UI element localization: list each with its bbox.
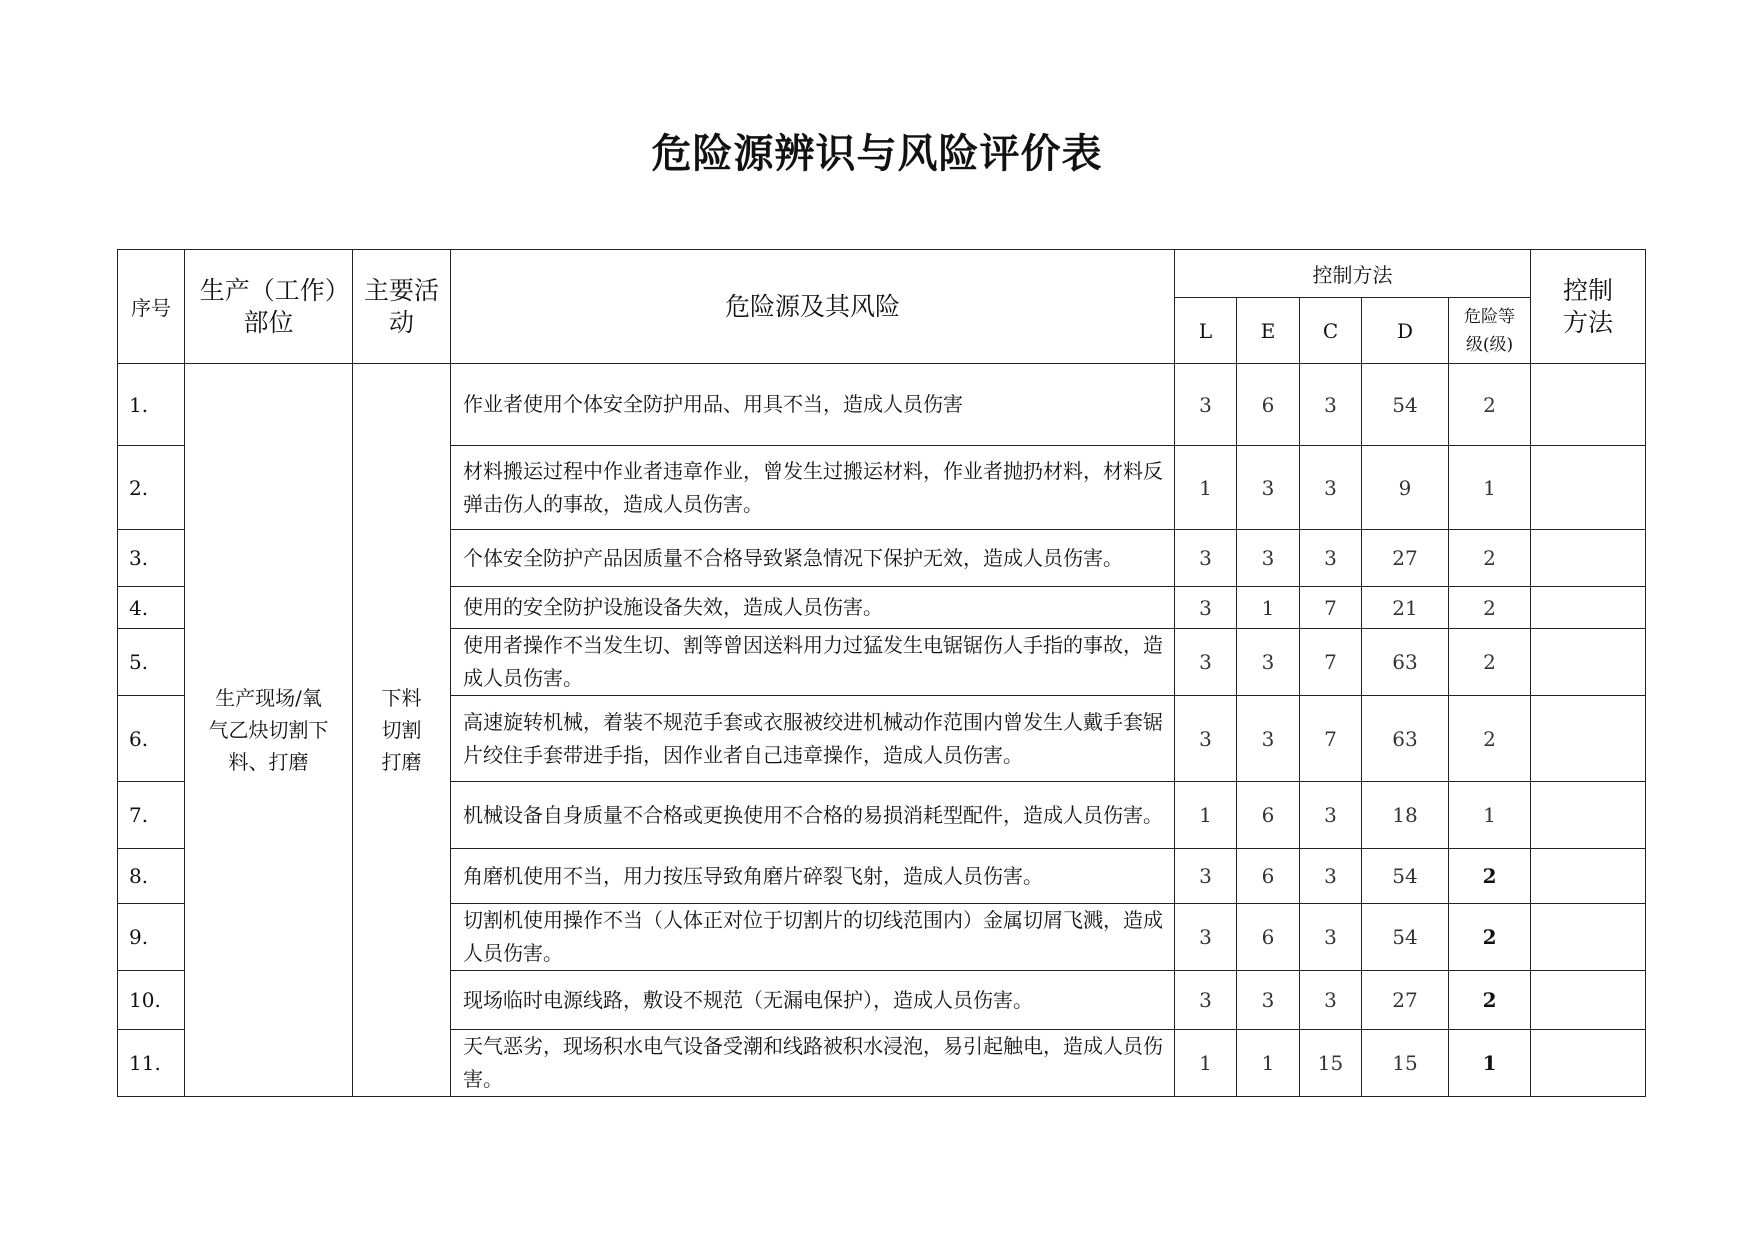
- row-d: 63: [1362, 629, 1449, 696]
- row-d: 54: [1362, 849, 1449, 904]
- row-seq: 5.: [118, 629, 185, 696]
- page-title: 危险源辨识与风险评价表: [651, 130, 1103, 177]
- row-c: 15: [1300, 1030, 1362, 1097]
- row-level: 2: [1449, 849, 1531, 904]
- row-c: 3: [1300, 530, 1362, 587]
- row-level: 1: [1449, 782, 1531, 849]
- table-row: [118, 364, 1646, 446]
- row-level: 2: [1449, 530, 1531, 587]
- row-c: 3: [1300, 971, 1362, 1030]
- row-seq: 2.: [118, 446, 185, 530]
- row-l: 1: [1175, 446, 1237, 530]
- row-l: 3: [1175, 364, 1237, 446]
- row-desc: 高速旋转机械，着装不规范手套或衣服被绞进机械动作范围内曾发生人戴手套锯片绞住手套带进手指，因作业者自己违章操作，造成人员伤害。: [451, 696, 1175, 782]
- row-control: [1531, 849, 1646, 904]
- row-desc: 现场临时电源线路，敷设不规范（无漏电保护），造成人员伤害。: [451, 971, 1175, 1030]
- row-c: 3: [1300, 904, 1362, 971]
- row-l: 3: [1175, 696, 1237, 782]
- row-c: 3: [1300, 446, 1362, 530]
- row-d: 54: [1362, 904, 1449, 971]
- row-d: 15: [1362, 1030, 1449, 1097]
- row-desc: 角磨机使用不当，用力按压导致角磨片碎裂飞射，造成人员伤害。: [451, 849, 1175, 904]
- row-e: 6: [1237, 849, 1300, 904]
- risk-table: [117, 249, 1646, 1097]
- row-l: 1: [1175, 1030, 1237, 1097]
- row-level: 2: [1449, 587, 1531, 629]
- row-l: 3: [1175, 629, 1237, 696]
- row-control: [1531, 904, 1646, 971]
- header-e: E: [1237, 298, 1300, 364]
- header-d: D: [1362, 298, 1449, 364]
- row-seq: 3.: [118, 530, 185, 587]
- row-d: 21: [1362, 587, 1449, 629]
- row-d: 27: [1362, 530, 1449, 587]
- row-l: 1: [1175, 782, 1237, 849]
- row-desc: 使用者操作不当发生切、割等曾因送料用力过猛发生电锯锯伤人手指的事故，造成人员伤害。: [451, 629, 1175, 696]
- row-control: [1531, 629, 1646, 696]
- row-control: [1531, 1030, 1646, 1097]
- row-c: 7: [1300, 696, 1362, 782]
- header-activity: 主要活动: [353, 250, 451, 364]
- row-d: 54: [1362, 364, 1449, 446]
- row-seq: 9.: [118, 904, 185, 971]
- row-desc: 作业者使用个体安全防护用品、用具不当，造成人员伤害: [451, 364, 1175, 446]
- row-e: 1: [1237, 1030, 1300, 1097]
- row-desc: 使用的安全防护设施设备失效，造成人员伤害。: [451, 587, 1175, 629]
- row-e: 3: [1237, 696, 1300, 782]
- row-level: 1: [1449, 1030, 1531, 1097]
- row-seq: 1.: [118, 364, 185, 446]
- row-d: 18: [1362, 782, 1449, 849]
- row-desc: 材料搬运过程中作业者违章作业，曾发生过搬运材料，作业者抛扔材料，材料反弹击伤人的事故，造成人员伤害。: [451, 446, 1175, 530]
- row-seq: 7.: [118, 782, 185, 849]
- row-desc: 个体安全防护产品因质量不合格导致紧急情况下保护无效，造成人员伤害。: [451, 530, 1175, 587]
- row-d: 27: [1362, 971, 1449, 1030]
- activity-cell: 下料切割打磨: [353, 364, 451, 1097]
- row-desc: 天气恶劣，现场积水电气设备受潮和线路被积水浸泡，易引起触电，造成人员伤害。: [451, 1030, 1175, 1097]
- row-l: 3: [1175, 904, 1237, 971]
- row-desc: 切割机使用操作不当（人体正对位于切割片的切线范围内）金属切屑飞溅，造成人员伤害。: [451, 904, 1175, 971]
- row-e: 6: [1237, 904, 1300, 971]
- row-level: 1: [1449, 446, 1531, 530]
- row-seq: 6.: [118, 696, 185, 782]
- row-level: 2: [1449, 629, 1531, 696]
- row-desc: 机械设备自身质量不合格或更换使用不合格的易损消耗型配件，造成人员伤害。: [451, 782, 1175, 849]
- row-control: [1531, 530, 1646, 587]
- header-control: 控制方法: [1531, 250, 1646, 364]
- dept-cell: 生产现场/氧气乙炔切割下料、打磨: [185, 364, 353, 1097]
- row-control: [1531, 446, 1646, 530]
- row-l: 3: [1175, 849, 1237, 904]
- header-dept: 生产（工作）部位: [185, 250, 353, 364]
- header-seq: 序号: [118, 250, 185, 364]
- row-e: 1: [1237, 587, 1300, 629]
- header-level: 危险等级(级): [1449, 298, 1531, 364]
- row-seq: 10.: [118, 971, 185, 1030]
- row-c: 7: [1300, 587, 1362, 629]
- row-level: 2: [1449, 971, 1531, 1030]
- header-l: L: [1175, 298, 1237, 364]
- row-level: 2: [1449, 364, 1531, 446]
- row-seq: 8.: [118, 849, 185, 904]
- row-e: 3: [1237, 530, 1300, 587]
- row-l: 3: [1175, 971, 1237, 1030]
- row-seq: 11.: [118, 1030, 185, 1097]
- row-control: [1531, 696, 1646, 782]
- row-e: 3: [1237, 446, 1300, 530]
- row-control: [1531, 782, 1646, 849]
- row-d: 63: [1362, 696, 1449, 782]
- row-c: 3: [1300, 849, 1362, 904]
- row-e: 6: [1237, 782, 1300, 849]
- row-d: 9: [1362, 446, 1449, 530]
- row-e: 6: [1237, 364, 1300, 446]
- header-c: C: [1300, 298, 1362, 364]
- row-level: 2: [1449, 904, 1531, 971]
- row-l: 3: [1175, 530, 1237, 587]
- row-control: [1531, 364, 1646, 446]
- row-level: 2: [1449, 696, 1531, 782]
- header-hazard: 危险源及其风险: [451, 250, 1175, 364]
- row-c: 3: [1300, 364, 1362, 446]
- row-control: [1531, 587, 1646, 629]
- row-control: [1531, 971, 1646, 1030]
- row-l: 3: [1175, 587, 1237, 629]
- row-c: 7: [1300, 629, 1362, 696]
- row-seq: 4.: [118, 587, 185, 629]
- row-e: 3: [1237, 629, 1300, 696]
- header-control-group: 控制方法: [1175, 250, 1531, 298]
- row-e: 3: [1237, 971, 1300, 1030]
- row-c: 3: [1300, 782, 1362, 849]
